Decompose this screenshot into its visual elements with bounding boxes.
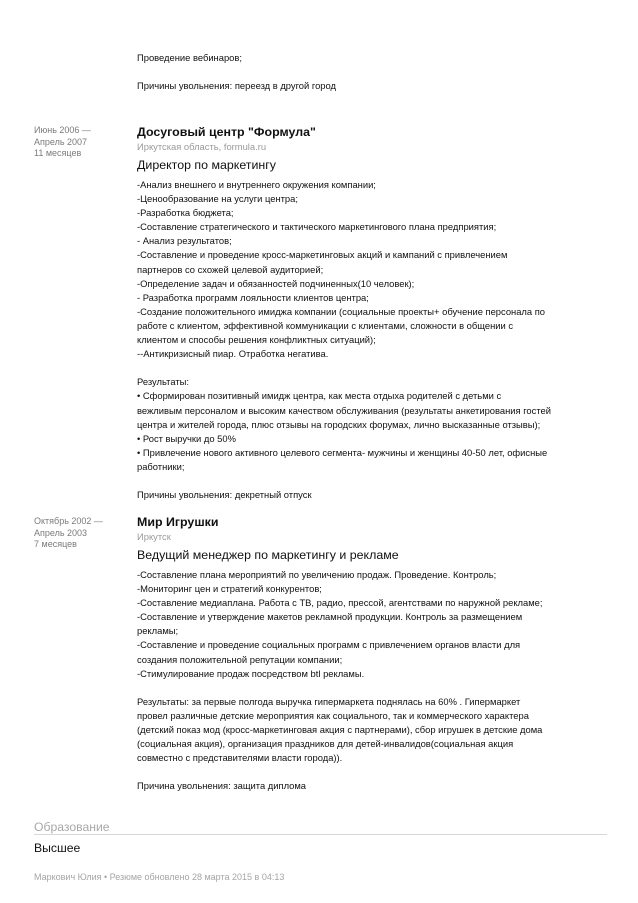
section-divider bbox=[34, 834, 607, 835]
blank-line bbox=[137, 361, 607, 375]
job-1-date-range-start: Июнь 2006 — bbox=[34, 125, 91, 135]
description-line: -Составление плана мероприятий по увеличению продаж. Проведение. Контроль; bbox=[137, 569, 497, 580]
education-level: Высшее bbox=[34, 841, 81, 855]
blank-line bbox=[137, 765, 607, 779]
job-2-date-range-start: Октябрь 2002 — bbox=[34, 516, 103, 526]
description-line: -Определение задач и обязанностей подчиненных(10 человек); bbox=[137, 277, 415, 289]
description-line: - Анализ результатов; bbox=[137, 235, 232, 247]
job-2-date-range-end: Апрель 2003 bbox=[34, 527, 88, 538]
job-1-duration: 11 месяцев bbox=[34, 148, 82, 159]
description-line: партнеров со схожей целевой аудиторией; bbox=[137, 263, 324, 275]
blank-line bbox=[137, 474, 607, 488]
description-line: -Разработка бюджета; bbox=[137, 207, 234, 219]
description-line: провел различные детские мероприятия как социального, так и коммерческого характера bbox=[137, 709, 529, 721]
description-line: вежливым персоналом и высоким качеством обслуживания (результаты анкетирования гостей bbox=[137, 404, 551, 416]
description-line: Результаты: за первые полгода выручка гипермаркета поднялась на 60% . Гипермаркет bbox=[137, 695, 521, 707]
description-line: --Антикризисный пиар. Отработка негатива. bbox=[137, 348, 329, 360]
job-2-location: Иркутск bbox=[137, 531, 171, 542]
description-line: Причина увольнения: защита диплома bbox=[137, 780, 307, 792]
description-line: рекламы; bbox=[137, 625, 179, 637]
job-2-description bbox=[137, 568, 607, 794]
description-line: -Мониторинг цен и стратегий конкурентов; bbox=[137, 583, 322, 595]
description-line: -Стимулирование продаж посредством btl рекламы. bbox=[137, 667, 365, 679]
intro-block bbox=[137, 51, 607, 93]
education-section-title: Образование bbox=[34, 820, 110, 834]
job-2-company: Мир Игрушки bbox=[137, 515, 219, 529]
description-line: -Составление и проведение кросс-маркетинговых акций и кампаний с привлечением bbox=[137, 249, 508, 261]
description-line: Причины увольнения: декретный отпуск bbox=[137, 489, 312, 501]
description-line: клиентом и способы решения конфликтных ситуаций); bbox=[137, 334, 376, 346]
footer-text: Маркович Юлия • Резюме обновлено 28 марта 2015 в 04:13 bbox=[34, 872, 285, 882]
description-line: (социальная акция), организация праздников для детей-инвалидов(социальная акция bbox=[137, 738, 514, 750]
blank-line bbox=[137, 681, 607, 695]
description-line: • Сформирован позитивный имидж центра, как места отдыха родителей с детьми с bbox=[137, 390, 502, 402]
description-line: Проведение вебинаров; bbox=[137, 52, 242, 63]
description-line: совместно с представителями власти города)). bbox=[137, 752, 343, 764]
job-1 bbox=[137, 124, 607, 502]
description-line: -Ценообразование на услуги центра; bbox=[137, 193, 298, 205]
description-line: создания положительной репутации компании; bbox=[137, 653, 343, 665]
job-1-company: Досуговый центр "Формула" bbox=[137, 125, 316, 139]
description-line: -Составление медиаплана. Работа с ТВ, радио, прессой, агентствами по наружной рекламе; bbox=[137, 597, 543, 609]
job-1-description bbox=[137, 178, 607, 502]
description-line: • Рост выручки до 50% bbox=[137, 432, 236, 444]
description-line: (детский показ мод (кросс-маркетинговая акция с партнерами), сбор игрушек в детские дома bbox=[137, 724, 543, 736]
description-line: Причины увольнения: переезд в другой город bbox=[137, 80, 336, 92]
job-2 bbox=[137, 514, 607, 794]
intro-text bbox=[137, 51, 607, 93]
description-line: центра и жителей города, плюс отзывы на городских форумах, лично высказанные отзывы); bbox=[137, 418, 541, 430]
job-2-position: Ведущий менеджер по маркетингу и рекламе bbox=[137, 548, 399, 562]
description-line: -Создание положительного имиджа компании (социальные проекты+ обучение персонала по bbox=[137, 305, 545, 317]
description-line: • Привлечение нового активного целевого сегмента- мужчины и женщины 40-50 лет, офисные bbox=[137, 446, 548, 458]
description-line: -Составление и утверждение макетов рекламной продукции. Контроль за размещением bbox=[137, 611, 523, 623]
description-line: -Составление и проведение социальных программ с привлечением органов власти для bbox=[137, 639, 521, 651]
job-1-dates bbox=[34, 125, 91, 160]
job-1-date-range-end: Апрель 2007 bbox=[34, 136, 88, 147]
description-line: -Анализ внешнего и внутреннего окружения компании; bbox=[137, 179, 376, 190]
job-1-position: Директор по маркетингу bbox=[137, 158, 276, 172]
job-1-location: Иркутская область, formula.ru bbox=[137, 141, 267, 152]
job-2-duration: 7 месяцев bbox=[34, 539, 77, 550]
description-line: -Составление стратегического и тактического маркетингового плана предприятия; bbox=[137, 221, 497, 233]
description-line: Результаты: bbox=[137, 376, 189, 388]
description-line: - Разработка программ лояльности клиентов центра; bbox=[137, 291, 369, 303]
blank-line bbox=[137, 65, 607, 79]
job-2-dates bbox=[34, 516, 103, 551]
description-line: работе с клиентом, эффективной коммуникации с клиентами, сложности в общении с bbox=[137, 319, 514, 331]
description-line: работники; bbox=[137, 460, 185, 472]
